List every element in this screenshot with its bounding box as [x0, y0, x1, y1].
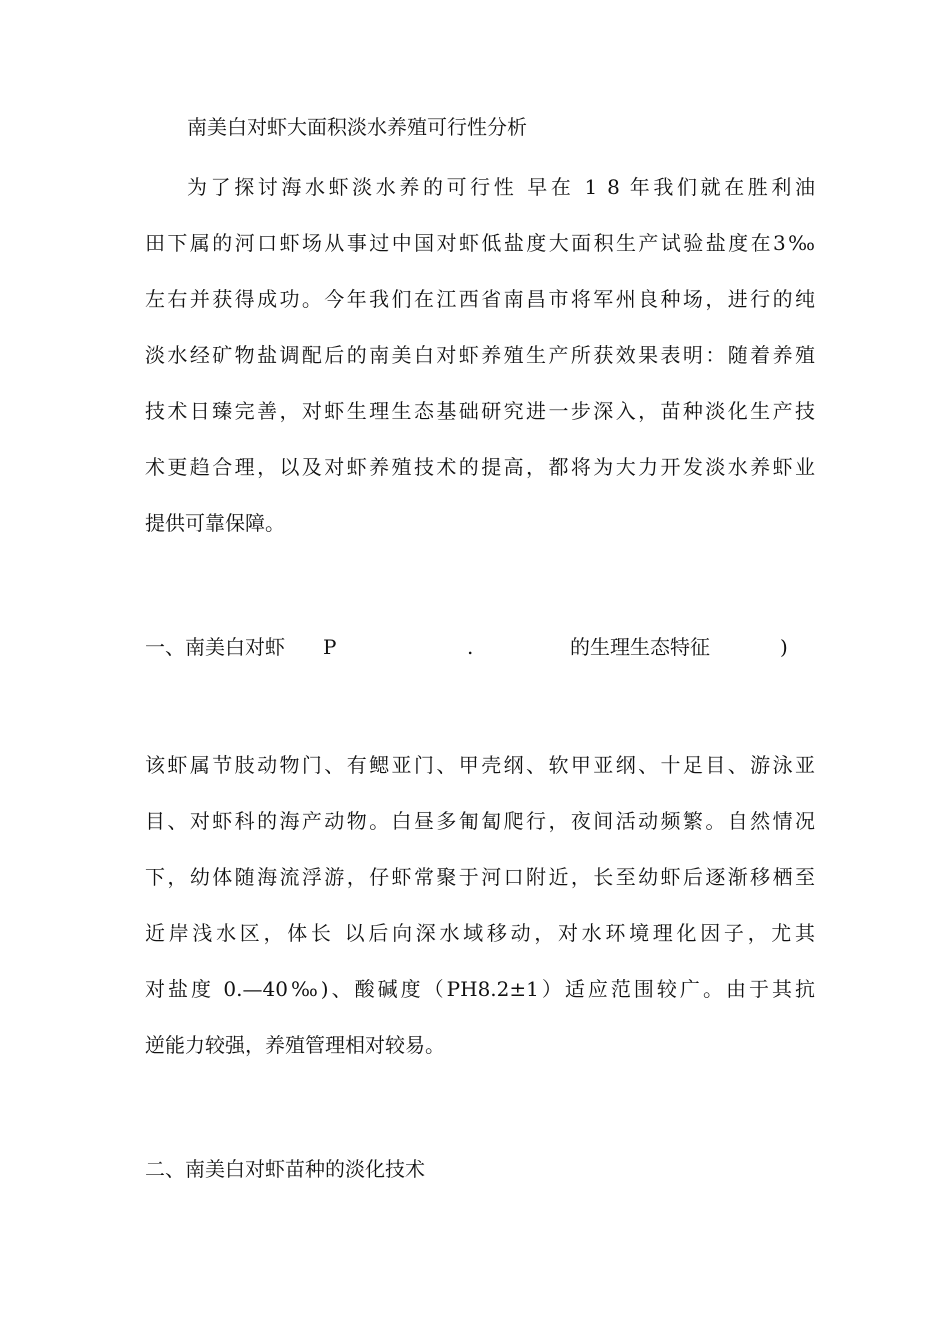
section1-line-2: 目、对虾科的海产动物。白昼多匍匐爬行，夜间活动频繁。自然情况 — [145, 809, 815, 833]
section1-line-6: 逆能力较强，养殖管理相对较易。 — [145, 1033, 445, 1057]
section1-line-1: 该虾属节肢动物门、有鳃亚门、甲壳纲、软甲亚纲、十足目、游泳亚 — [145, 753, 815, 777]
intro-line-1: 为了探讨海水虾淡水养的可行性 早在 1 8 年我们就在胜利油 — [187, 175, 815, 199]
intro-line-2: 田下属的河口虾场从事过中国对虾低盐度大面积生产试验盐度在3‰ — [145, 231, 815, 255]
section1-heading — [145, 632, 815, 662]
section1-line-4: 近岸浅水区，体长 以后向深水域移动，对水环境理化因子，尤其 — [145, 921, 815, 945]
intro-line-7: 提供可靠保障。 — [145, 511, 285, 535]
document-title: 南美白对虾大面积淡水养殖可行性分析 — [187, 115, 527, 139]
intro-line-3: 左右并获得成功。今年我们在江西省南昌市将军州良种场，进行的纯 — [145, 287, 815, 311]
section1-line-5: 对盐度 0.—40‰)、酸碱度（PH8.2±1）适应范围较广。由于其抗 — [145, 977, 815, 1001]
section1-heading-part2: P — [323, 635, 337, 659]
intro-line-5: 技术日臻完善，对虾生理生态基础研究进一步深入，苗种淡化生产技 — [145, 399, 815, 423]
section1-line-3: 下，幼体随海流浮游，仔虾常聚于河口附近，长至幼虾后逐渐移栖至 — [145, 865, 815, 889]
section1-heading-part4: 的生理生态特征 — [570, 635, 710, 659]
section1-heading-part5: ) — [780, 635, 788, 659]
section1-heading-part1: 一、南美白对虾 — [145, 635, 285, 659]
section1-heading-part3: . — [467, 635, 474, 659]
section2-heading: 二、南美白对虾苗种的淡化技术 — [145, 1157, 425, 1181]
intro-line-4: 淡水经矿物盐调配后的南美白对虾养殖生产所获效果表明：随着养殖 — [145, 343, 815, 367]
intro-line-6: 术更趋合理，以及对虾养殖技术的提高，都将为大力开发淡水养虾业 — [145, 455, 815, 479]
